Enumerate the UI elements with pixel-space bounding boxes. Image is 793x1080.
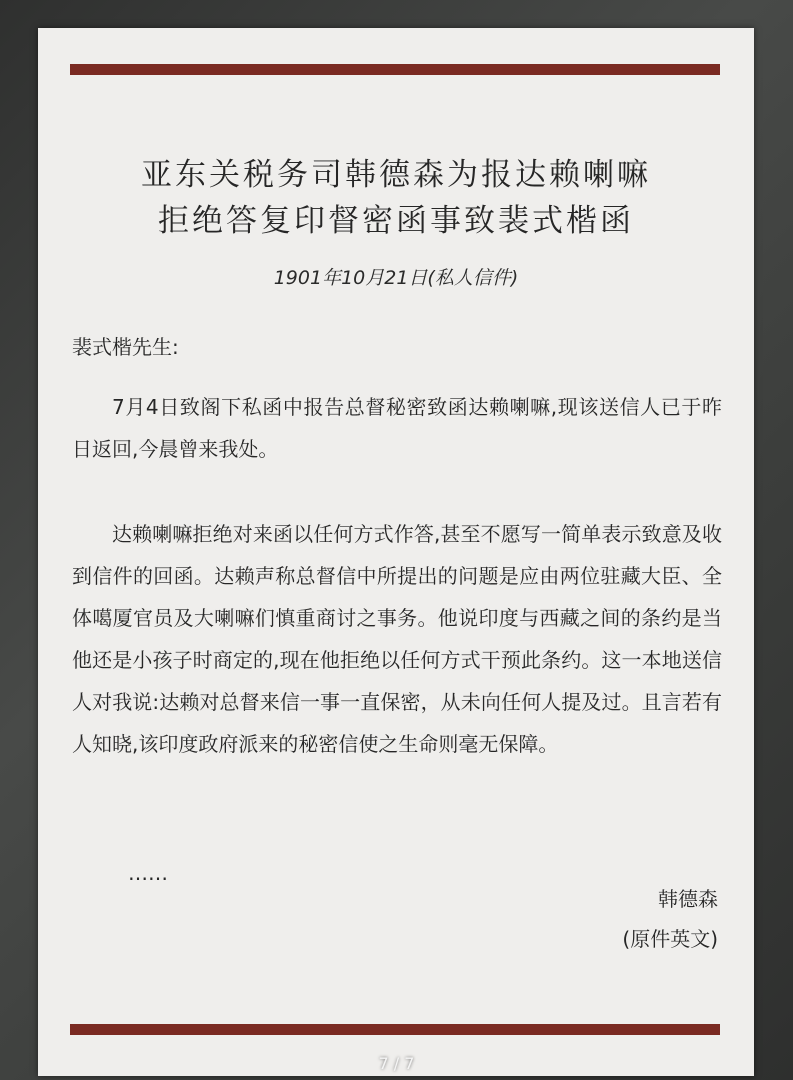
salutation: 裴式楷先生:	[72, 335, 179, 359]
omission-ellipsis: ……	[128, 861, 168, 885]
document-title-line-1: 亚东关税务司韩德森为报达赖喇嘛	[141, 157, 651, 193]
paragraph-1: 7月4日致阁下私函中报告总督秘密致函达赖喇嘛,现该送信人已于昨日返回,今晨曾来我处。	[72, 395, 722, 461]
document-title-line-2: 拒绝答复印督密函事致裴式楷函	[158, 203, 634, 239]
paragraph-2: 达赖喇嘛拒绝对来函以任何方式作答,甚至不愿写一简单表示致意及收到信件的回函。达赖声称总督信中所提出的问题是应由两位驻藏大臣、全体噶厦官员及大喇嘛们慎重商讨之事务。他说印度与西藏之间的条约是当他还是小孩子时商定的,现在他拒绝以任何方式干预此条约。这一本地送信人对我说:达赖对总督来信一事一直保密，从未向任何人提及过。且言若有人知晓,该印度政府派来的秘密信使之生命则毫无保障。	[72, 522, 722, 756]
bottom-divider	[70, 1024, 720, 1035]
top-divider	[70, 64, 720, 75]
page-indicator: 7 / 7	[378, 1054, 415, 1073]
document-date: 1901年10月21日(私人信件)	[273, 267, 519, 289]
original-language-note: (原件英文)	[622, 927, 718, 951]
signature: 韩德森	[658, 887, 718, 911]
document-page	[38, 28, 754, 1076]
